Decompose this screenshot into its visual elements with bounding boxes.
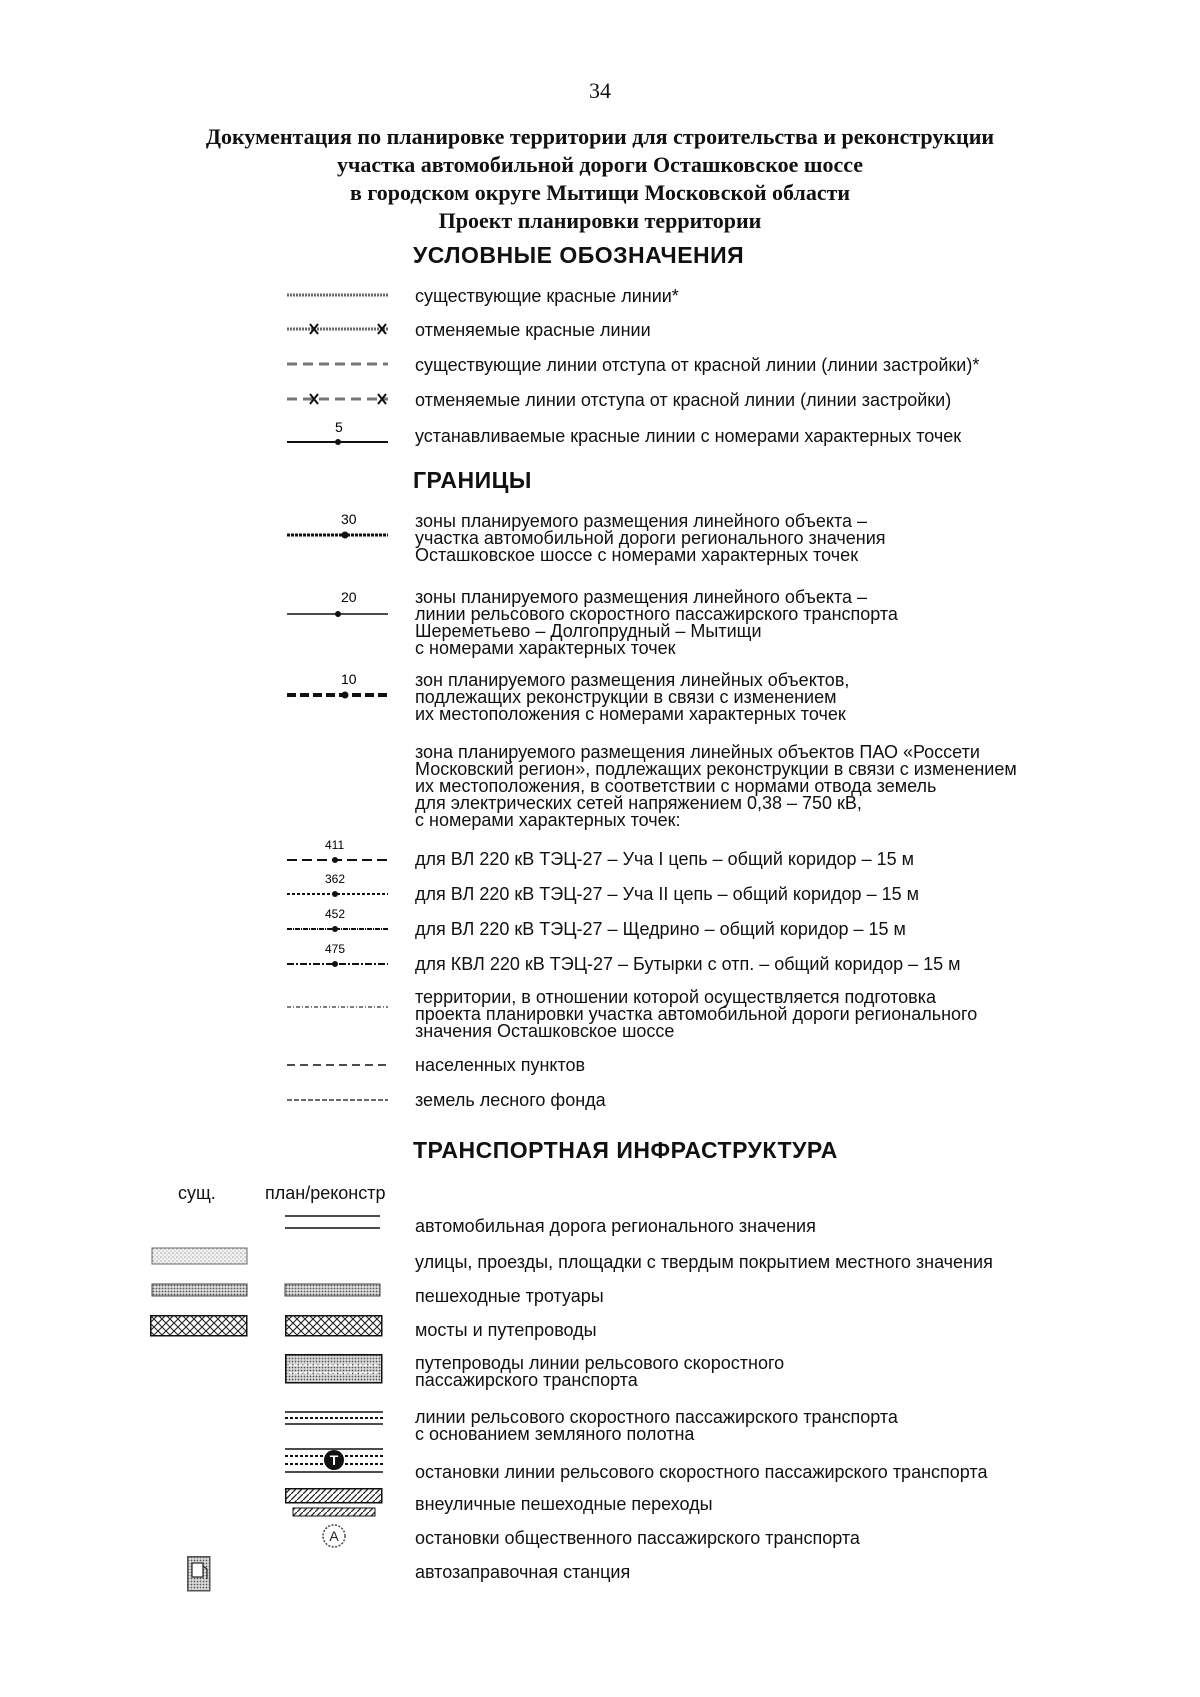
reconstruction-zone-boundary-symbol — [285, 672, 390, 702]
new-red-line-marker: 5 — [335, 419, 343, 435]
boundary-item-11: земель лесного фонда — [415, 1090, 606, 1110]
column-planned-header: план/реконстр — [265, 1183, 386, 1203]
transport-heading: ТРАНСПОРТНАЯ ИНФРАСТРУКТУРА — [413, 1137, 838, 1163]
power-line-475-marker: 475 — [325, 942, 346, 956]
transport-item-8: внеуличные пешеходные переходы — [415, 1494, 713, 1514]
boundary-item-1-line-1: зоны планируемого размещения линейного объекта – — [415, 511, 868, 531]
boundary-item-9-line-3: значения Осташковское шоссе — [415, 1021, 675, 1041]
boundary-item-4-line-2: Московский регион», подлежащих реконструкции в связи с изменением — [415, 759, 1017, 779]
power-line-362-marker: 362 — [325, 872, 346, 886]
transport-item-7: остановки линии рельсового скоростного пассажирского транспорта — [415, 1462, 988, 1482]
doc-title-line-4: Проект планировки территории — [438, 208, 762, 233]
doc-title-line-1: Документация по планировке территории для строительства и реконструкции — [205, 124, 995, 149]
sidewalks-existing-symbol — [152, 1284, 247, 1296]
transport-item-5-line-1: путепроводы линии рельсового скоростного — [415, 1353, 785, 1373]
forest-fund-boundary-symbol — [285, 1095, 390, 1105]
reconstruction-zone-marker: 10 — [341, 671, 357, 687]
bridges-planned-symbol — [285, 1315, 383, 1337]
legend-heading: УСЛОВНЫЕ ОБОЗНАЧЕНИЯ — [413, 242, 745, 268]
existing-red-line-symbol — [285, 290, 390, 300]
transport-item-6-line-2: с основанием земляного полотна — [415, 1424, 695, 1444]
boundary-item-1-line-3: Осташковское шоссе с номерами характерных точек — [415, 545, 859, 565]
doc-title-line-2: участка автомобильной дороги Осташковское шоссе — [336, 152, 864, 177]
boundary-item-1-line-2: участка автомобильной дороги регионального значения — [415, 528, 886, 548]
cancelled-setback-line-symbol — [285, 392, 390, 406]
power-line-452-marker: 452 — [325, 907, 346, 921]
cancelled-red-line-symbol — [285, 322, 390, 336]
power-line-475-symbol — [285, 942, 390, 972]
local-streets-existing-symbol — [152, 1248, 247, 1264]
boundary-item-9-line-1: территории, в отношении которой осуществляется подготовка — [415, 987, 937, 1007]
boundary-item-3-line-3: их местоположения с номерами характерных точек — [415, 704, 846, 724]
transport-item-9: остановки общественного пассажирского транспорта — [415, 1528, 860, 1548]
boundary-item-6: для ВЛ 220 кВ ТЭЦ-27 – Уча II цепь – общий коридор – 15 м — [415, 884, 919, 904]
doc-title-line-3: в городском округе Мытищи Московской области — [349, 180, 851, 205]
bus-stop-icon — [320, 1522, 348, 1550]
boundary-item-2-line-2: линии рельсового скоростного пассажирского транспорта — [415, 604, 898, 624]
pedestrian-crossing-symbol — [285, 1488, 383, 1518]
boundary-item-2-line-4: с номерами характерных точек — [415, 638, 676, 658]
sidewalks-planned-symbol — [285, 1284, 380, 1296]
boundary-item-8: для КВЛ 220 кВ ТЭЦ-27 – Бутырки с отп. – общий коридор – 15 м — [415, 954, 961, 974]
power-line-411-symbol — [285, 838, 390, 868]
boundary-item-9-line-2: проекта планировки участка автомобильной дороги регионального — [415, 1004, 978, 1024]
transport-item-4: мосты и путепроводы — [415, 1320, 597, 1340]
rail-zone-boundary-symbol — [285, 590, 390, 620]
legend-item-5: устанавливаемые красные линии с номерами характерных точек — [415, 426, 962, 446]
rail-stop-symbol — [285, 1446, 383, 1476]
legend-item-3: существующие линии отступа от красной линии (линии застройки)* — [415, 355, 980, 375]
boundary-item-4-line-4: для электрических сетей напряжением 0,38 – 750 кВ, — [415, 793, 862, 813]
boundaries-heading: ГРАНИЦЫ — [413, 467, 532, 493]
transport-item-5-line-2: пассажирского транспорта — [415, 1370, 638, 1390]
road-zone-marker: 30 — [341, 511, 357, 527]
road-zone-boundary-symbol — [285, 512, 390, 542]
settlements-boundary-symbol — [285, 1060, 390, 1070]
page-number: 34 — [589, 78, 611, 103]
boundary-item-4-line-3: их местоположения, в соответствии с нормами отвода земель — [415, 776, 937, 796]
power-line-452-symbol — [285, 907, 390, 937]
power-line-411-marker: 411 — [325, 838, 345, 852]
boundary-item-3-line-2: подлежащих реконструкции в связи с изменением — [415, 687, 837, 707]
legend-item-2: отменяемые красные линии — [415, 320, 651, 340]
transport-item-3: пешеходные тротуары — [415, 1286, 604, 1306]
rail-zone-marker: 20 — [341, 589, 357, 605]
bus-stop-icon-letter: A — [329, 1528, 339, 1544]
boundary-item-5: для ВЛ 220 кВ ТЭЦ-27 – Уча I цепь – общий коридор – 15 м — [415, 849, 914, 869]
boundary-item-4-line-1: зона планируемого размещения линейных объектов ПАО «Россети — [415, 742, 980, 762]
boundary-item-7: для ВЛ 220 кВ ТЭЦ-27 – Щедрино – общий коридор – 15 м — [415, 919, 906, 939]
legend-item-1: существующие красные линии* — [415, 286, 679, 306]
boundary-item-4-line-5: с номерами характерных точек: — [415, 810, 681, 830]
new-red-line-symbol — [285, 420, 390, 450]
transport-item-2: улицы, проезды, площадки с твердым покрытием местного значения — [415, 1252, 993, 1272]
boundary-item-10: населенных пунктов — [415, 1055, 586, 1075]
column-existing-header: сущ. — [178, 1183, 216, 1203]
rail-overpass-symbol — [285, 1354, 383, 1384]
transport-item-6-line-1: линии рельсового скоростного пассажирского транспорта — [415, 1407, 898, 1427]
regional-road-symbol — [285, 1214, 380, 1230]
transport-item-1: автомобильная дорога регионального значения — [415, 1216, 816, 1236]
bridges-existing-symbol — [150, 1315, 248, 1337]
legend-item-4: отменяемые линии отступа от красной линии (линии застройки) — [415, 390, 952, 410]
boundary-item-3-line-1: зон планируемого размещения линейных объектов, — [415, 670, 850, 690]
fuel-station-icon — [187, 1556, 211, 1592]
existing-setback-line-symbol — [285, 359, 390, 369]
planning-territory-boundary-symbol — [285, 1002, 390, 1012]
transport-item-10: автозаправочная станция — [415, 1562, 631, 1582]
rail-embankment-symbol — [285, 1410, 383, 1426]
rail-stop-icon-letter: T — [329, 1452, 339, 1468]
boundary-item-2-line-1: зоны планируемого размещения линейного объекта – — [415, 587, 868, 607]
boundary-item-2-line-3: Шереметьево – Долгопрудный – Мытищи — [415, 621, 762, 641]
power-line-362-symbol — [285, 872, 390, 902]
